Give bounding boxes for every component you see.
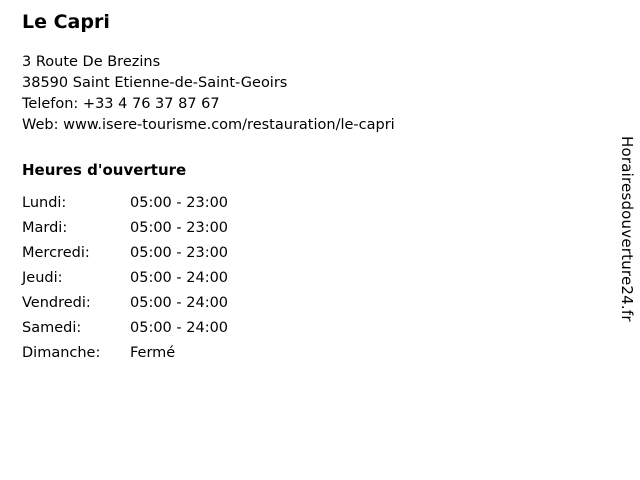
site-watermark: Horairesdouverture24.fr xyxy=(618,136,636,322)
day-label: Jeudi: xyxy=(22,270,63,286)
day-label: Samedi: xyxy=(22,320,82,336)
address-line-2: 38590 Saint Etienne-de-Saint-Geoirs xyxy=(22,75,288,91)
table-row xyxy=(22,194,228,219)
table-row xyxy=(22,344,228,369)
day-label: Vendredi: xyxy=(22,295,91,311)
phone-line: Telefon: +33 4 76 37 87 67 xyxy=(22,96,220,112)
address-line-1: 3 Route De Brezins xyxy=(22,54,161,70)
table-row xyxy=(22,294,228,319)
day-hours: 05:00 - 23:00 xyxy=(130,245,229,261)
day-label: Lundi: xyxy=(22,195,67,211)
opening-hours-table xyxy=(22,194,228,369)
day-hours: 05:00 - 24:00 xyxy=(130,270,229,286)
website-line: Web: www.isere-tourisme.com/restauration/le-capri xyxy=(22,117,395,133)
day-hours: 05:00 - 23:00 xyxy=(130,195,229,211)
table-row xyxy=(22,269,228,294)
opening-hours-heading: Heures d'ouverture xyxy=(22,161,187,179)
day-label: Mardi: xyxy=(22,220,68,236)
day-label: Dimanche: xyxy=(22,345,101,361)
day-hours: 05:00 - 24:00 xyxy=(130,320,229,336)
business-info-block xyxy=(22,10,582,369)
page-title: Le Capri xyxy=(22,11,110,33)
table-row xyxy=(22,219,228,244)
table-row xyxy=(22,244,228,269)
table-row xyxy=(22,319,228,344)
day-hours: Fermé xyxy=(130,345,176,361)
day-label: Mercredi: xyxy=(22,245,90,261)
day-hours: 05:00 - 23:00 xyxy=(130,220,229,236)
day-hours: 05:00 - 24:00 xyxy=(130,295,229,311)
